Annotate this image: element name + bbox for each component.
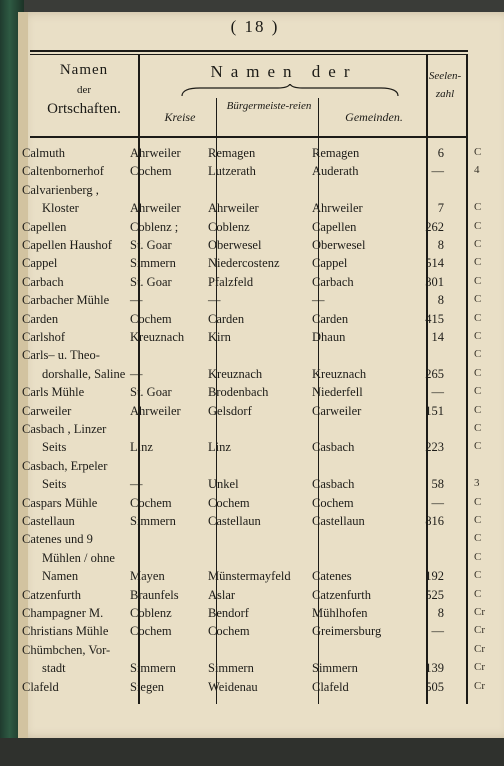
next-page-edge-letter: C (474, 422, 482, 434)
next-page-edge-letter: C (474, 385, 482, 398)
table-row (0, 385, 486, 403)
header-seelenzahl: Seelen-zahl (428, 70, 462, 100)
gemeinde-cell: Mühlhofen (312, 606, 368, 620)
ortschaft-name: Carlshof (22, 330, 66, 344)
gemeinde-cell: Carden (312, 311, 349, 326)
next-page-edge-letter: C (474, 569, 482, 582)
header-kreise: Kreise (164, 110, 196, 124)
next-page-edge-letter: 4 (474, 164, 480, 177)
gemeinde-cell: Casbach (312, 477, 355, 492)
page-number: ( 18 ) (230, 17, 280, 36)
header-ortschaften: Ortschaften. (47, 101, 121, 117)
next-page-edge-letter: C (474, 550, 482, 563)
table-row (0, 293, 486, 311)
next-page-edge-letter: C (474, 311, 482, 324)
next-page-edge-letter: C (474, 348, 482, 361)
buergermeisterei-cell: Aslar (208, 587, 236, 602)
ortschaft-name: Carbach (22, 274, 64, 289)
ortschaft-name: Castellaun (22, 514, 75, 528)
kreis-cell: Cochem (130, 164, 172, 179)
gemeinde-cell: Clafeld (312, 679, 349, 694)
background-bottom (0, 738, 504, 766)
gemeinde-cell: Auderath (312, 164, 359, 179)
kreis-cell: Coblenz (130, 606, 172, 620)
seelenzahl-cell: 139 (425, 661, 444, 676)
next-page-edge-letter: C (474, 256, 482, 269)
next-page-edge-letter: C (474, 219, 482, 232)
table-row (0, 348, 486, 366)
table-row (0, 569, 486, 587)
gemeinde-cell: Catzenfurth (312, 587, 372, 602)
ortschaft-name: Casbach , Linzer (22, 422, 107, 436)
kreis-cell: Cochem (130, 624, 172, 639)
buergermeisterei-cell: Ahrweiler (208, 201, 259, 216)
buergermeisterei-cell: Remagen (208, 146, 256, 160)
seelenzahl-cell: 415 (425, 311, 444, 326)
gemeinde-cell: Greimersburg (312, 624, 382, 639)
gemeinde-cell: Capellen (312, 219, 357, 234)
gemeinde-cell: Casbach (312, 440, 355, 455)
seelenzahl-cell: 192 (425, 569, 444, 584)
table-row (0, 440, 486, 458)
table-row (0, 661, 486, 679)
kreis-cell: St. Goar (130, 385, 172, 400)
kreis-cell: Ahrweiler (130, 403, 181, 418)
buergermeisterei-cell: Unkel (208, 477, 239, 492)
ortschaft-name: Catenes und 9 (22, 532, 93, 547)
gemeinde-cell: Oberwesel (312, 238, 366, 252)
kreis-cell: St. Goar (130, 238, 172, 252)
header-buergermeistereien: Bürgermeiste-reien (226, 100, 312, 112)
seelenzahl-cell: 58 (431, 477, 444, 492)
table-row (0, 680, 486, 698)
ortschaft-name: dorshalle, Saline (42, 366, 126, 381)
next-page-edge-letter: C (474, 330, 482, 342)
seelenzahl-cell: 262 (425, 219, 444, 234)
table-row (0, 477, 486, 495)
table-row (0, 312, 486, 330)
next-page-edge-letter: C (474, 532, 482, 545)
buergermeisterei-cell: Münstermayfeld (208, 569, 291, 584)
table-row (0, 514, 486, 532)
ortschaft-name: Clafeld (22, 679, 59, 694)
seelenzahl-cell: 505 (425, 679, 444, 694)
ortschaft-name: Kloster (42, 201, 79, 216)
table-row (0, 422, 486, 440)
gemeinde-cell: Catenes (312, 569, 352, 584)
buergermeisterei-cell: Gelsdorf (208, 403, 252, 418)
ortschaft-name: Calmuth (22, 146, 66, 160)
seelenzahl-cell: — (431, 385, 444, 400)
gemeinde-cell: Ahrweiler (312, 201, 363, 216)
seelenzahl-cell: 514 (425, 256, 444, 271)
seelenzahl-cell: 151 (425, 403, 444, 418)
header-namen-der: Namen der (210, 62, 358, 81)
kreis-cell: Linz (130, 440, 153, 455)
table-row (0, 496, 486, 514)
gemeinde-cell: Castellaun (312, 514, 365, 528)
next-page-edge-letter: C (474, 495, 482, 508)
seelenzahl-cell: 8 (437, 606, 444, 620)
buergermeisterei-cell: Brodenbach (208, 385, 269, 400)
buergermeisterei-cell: Carden (208, 311, 245, 326)
next-page-edge-letter: Cr (474, 642, 485, 655)
gemeinde-cell: Carweiler (312, 403, 362, 418)
ortschaft-name: Carls– u. Theo- (22, 348, 100, 363)
kreis-cell: Simmern (130, 514, 176, 528)
kreis-cell: — (130, 293, 143, 308)
table-row (0, 330, 486, 348)
buergermeisterei-cell: Niedercostenz (208, 256, 280, 271)
next-page-edge-letter: C (474, 587, 482, 600)
next-page-edge-letter: C (474, 201, 482, 214)
ortschaft-name: Namen (42, 569, 79, 584)
next-page-edge-letter: C (474, 238, 482, 250)
next-page-edge-letter: C (474, 514, 482, 526)
buergermeisterei-cell: Cochem (208, 495, 250, 510)
gemeinde-cell: Kreuznach (312, 366, 367, 381)
seelenzahl-cell: 6 (437, 146, 444, 160)
kreis-cell: Simmern (130, 661, 176, 676)
table-row (0, 588, 486, 606)
buergermeisterei-cell: Coblenz (208, 219, 250, 234)
header-gemeinden: Gemeinden. (345, 110, 403, 124)
table-row (0, 551, 486, 569)
seelenzahl-cell: — (431, 495, 444, 510)
kreis-cell: — (130, 366, 143, 381)
table-row (0, 275, 486, 293)
table-row (0, 238, 486, 256)
seelenzahl-cell: 265 (425, 366, 444, 381)
table-row (0, 256, 486, 274)
table-row (0, 643, 486, 661)
kreis-cell: Siegen (130, 679, 165, 694)
kreis-cell: Coblenz ; (130, 219, 179, 234)
kreis-cell: Ahrweiler (130, 146, 181, 160)
seelenzahl-cell: 8 (437, 238, 444, 252)
ortschaft-name: Carweiler (22, 403, 72, 418)
ortschaft-name: Carls Mühle (22, 385, 85, 400)
table-row (0, 201, 486, 219)
buergermeisterei-cell: Cochem (208, 624, 250, 639)
buergermeisterei-cell: Lutzerath (208, 164, 256, 179)
ortschaft-name: Champagner M. (22, 606, 104, 620)
ortschaft-name: Catzenfurth (22, 587, 82, 602)
next-page-edge-letter: C (474, 403, 482, 416)
gemeinde-cell: Cochem (312, 495, 354, 510)
next-page-edge-letter: 3 (474, 477, 480, 490)
table-top-rule (30, 50, 468, 52)
seelenzahl-cell: 301 (425, 274, 444, 289)
ortschaft-name: Carden (22, 311, 59, 326)
gemeinde-cell: Cappel (312, 256, 348, 271)
seelenzahl-cell: 7 (437, 201, 444, 216)
header-namen: Namen (59, 62, 109, 78)
buergermeisterei-cell: Kirn (208, 330, 231, 344)
kreis-cell: Simmern (130, 256, 176, 271)
buergermeisterei-cell: Kreuznach (208, 366, 263, 381)
table-row (0, 220, 486, 238)
buergermeisterei-cell: Weidenau (208, 679, 258, 694)
gemeinde-cell: Simmern (312, 661, 358, 676)
next-page-edge-letter: C (474, 366, 482, 379)
buergermeisterei-cell: Oberwesel (208, 238, 262, 252)
ortschaft-name: Capellen Haushof (22, 238, 112, 252)
next-page-edge-letter: C (474, 293, 482, 306)
buergermeisterei-cell: — (208, 293, 221, 308)
buergermeisterei-cell: Simmern (208, 661, 254, 676)
header-bottom-rule (30, 136, 468, 138)
ortschaft-name: Caltenbornerhof (22, 164, 104, 179)
next-page-edge-letter: C (474, 274, 482, 287)
table-row (0, 532, 486, 550)
gemeinde-cell: Carbach (312, 274, 354, 289)
next-page-edge-letter: Cr (474, 679, 485, 692)
gemeinde-cell: — (312, 293, 325, 308)
seelenzahl-cell: 8 (437, 293, 444, 308)
buergermeisterei-cell: Bendorf (208, 606, 249, 620)
gemeinde-cell: Remagen (312, 146, 360, 160)
table-row (0, 606, 486, 624)
next-page-edge-letter: Cr (474, 661, 485, 674)
buergermeisterei-cell: Castellaun (208, 514, 261, 528)
ortschaft-name: Calvarienberg , (22, 182, 99, 197)
kreis-cell: St. Goar (130, 274, 172, 289)
next-page-edge-letter: C (474, 146, 482, 158)
ortschaft-name: stadt (42, 661, 66, 676)
next-page-edge-letter: Cr (474, 606, 485, 618)
seelenzahl-cell: — (431, 624, 444, 639)
seelenzahl-cell: 816 (425, 514, 444, 528)
seelenzahl-cell: — (431, 164, 444, 179)
kreis-cell: Cochem (130, 311, 172, 326)
buergermeisterei-cell: Linz (208, 440, 231, 455)
ortschaft-name: Casbach, Erpeler (22, 458, 108, 473)
gemeinde-cell: Dhaun (312, 330, 346, 344)
ortschaft-name: Capellen (22, 219, 67, 234)
header-brace (180, 84, 400, 98)
ortschaft-name: Chümbchen, Vor- (22, 642, 111, 657)
table-top-rule-thin (30, 54, 468, 55)
table-row (0, 164, 486, 182)
kreis-cell: Braunfels (130, 587, 179, 602)
kreis-cell: — (130, 477, 143, 492)
kreis-cell: Ahrweiler (130, 201, 181, 216)
kreis-cell: Kreuznach (130, 330, 185, 344)
table-row (0, 183, 486, 201)
kreis-cell: Cochem (130, 495, 172, 510)
ortschaft-name: Caspars Mühle (22, 495, 98, 510)
table-row (0, 404, 486, 422)
ortschaft-name: Seits (42, 440, 67, 455)
ortschaft-name: Carbacher Mühle (22, 293, 110, 308)
ortschaft-name: Christians Mühle (22, 624, 109, 639)
kreis-cell: Mayen (130, 569, 165, 584)
next-page-edge-letter: C (474, 440, 482, 453)
ortschaft-name: Mühlen / ohne (42, 550, 115, 565)
seelenzahl-cell: 525 (425, 587, 444, 602)
next-page-edge-letter: Cr (474, 624, 485, 637)
gemeinde-cell: Niederfell (312, 385, 363, 400)
table-row (0, 146, 486, 164)
ortschaft-name: Seits (42, 477, 67, 492)
buergermeisterei-cell: Pfalzfeld (208, 274, 254, 289)
seelenzahl-cell: 223 (425, 440, 444, 455)
seelenzahl-cell: 14 (431, 330, 444, 344)
table-row (0, 367, 486, 385)
table-row (0, 624, 486, 642)
header-der: der (76, 84, 92, 96)
ortschaft-name: Cappel (22, 256, 58, 271)
table-row (0, 459, 486, 477)
